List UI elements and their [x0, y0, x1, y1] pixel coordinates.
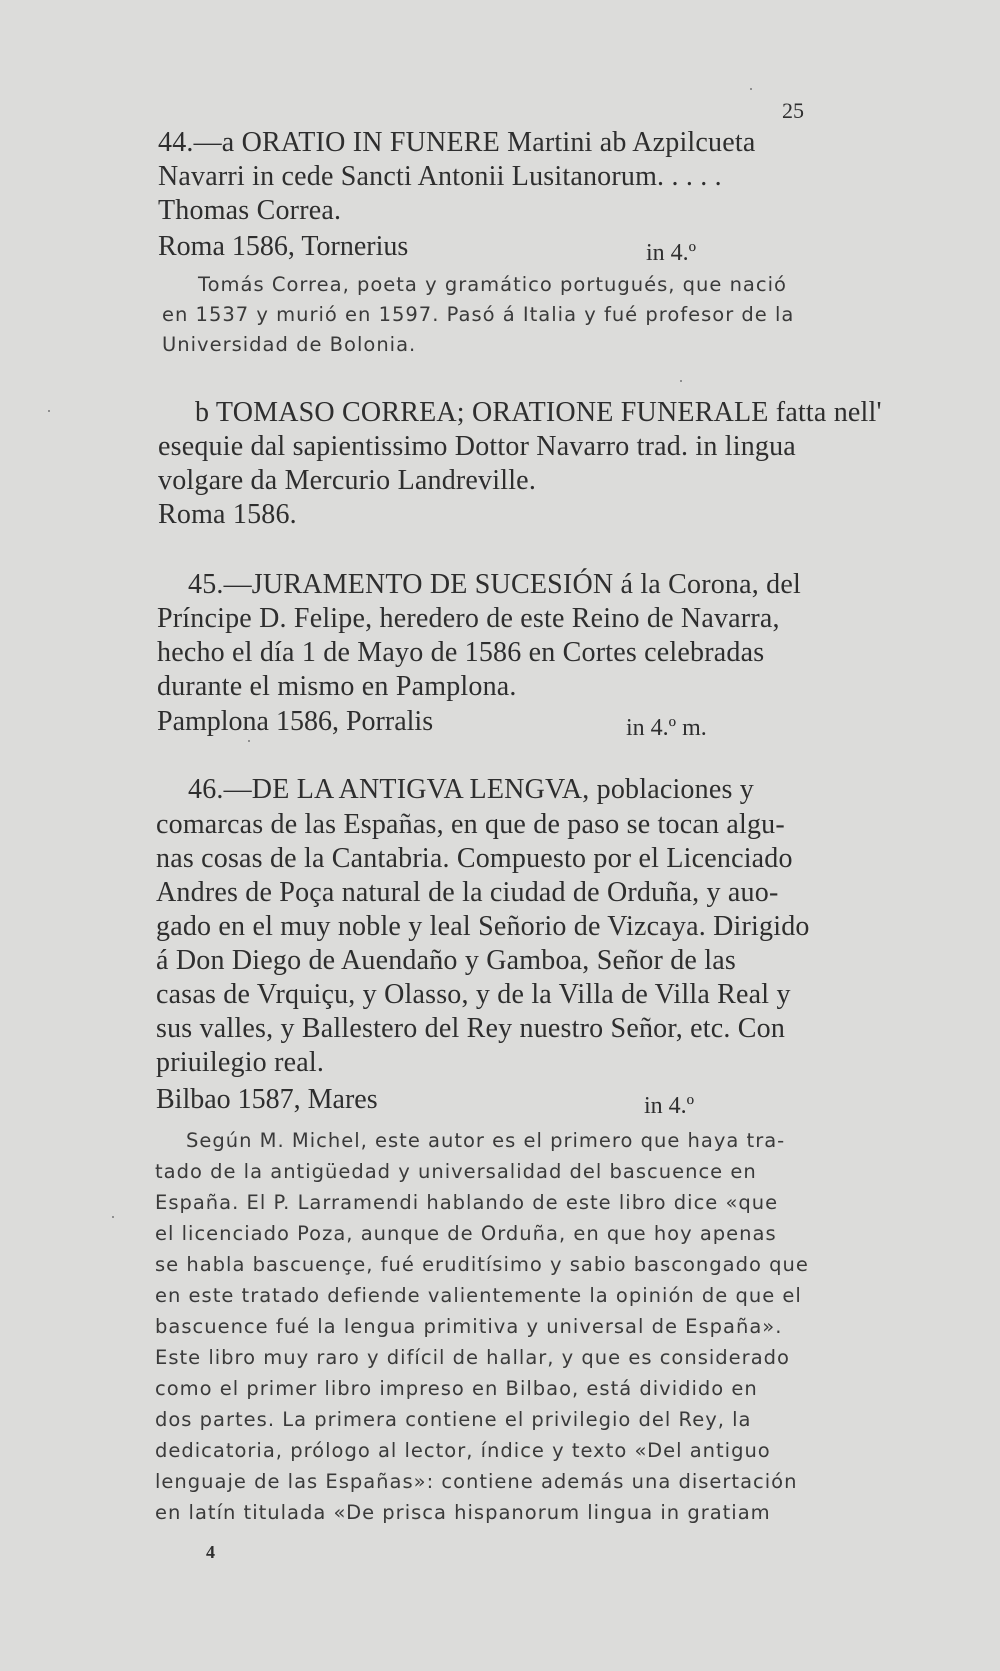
note-line: Este libro muy raro y difícil de hallar, y que es considerado	[155, 1346, 790, 1369]
note-line: España. El P. Larramendi hablando de este libro dice «que	[155, 1191, 779, 1214]
imprint: Bilbao 1587, Mares	[156, 1084, 378, 1115]
scan-speck	[750, 88, 752, 90]
entry-line: Andres de Poça natural de la ciudad de Orduña, y auo-	[156, 877, 779, 908]
scan-speck	[112, 1216, 114, 1218]
format: in 4.º	[646, 240, 697, 266]
scan-speck	[248, 740, 250, 742]
entry-line: casas de Vrquiçu, y Olasso, y de la Villa de Villa Real y	[156, 979, 791, 1010]
note-line: el licenciado Poza, aunque de Orduña, en que hoy apenas	[155, 1222, 777, 1245]
note-line: lenguaje de las Españas»: contiene además una disertación	[155, 1470, 798, 1493]
note-line: Según M. Michel, este autor es el primero que haya tra-	[186, 1129, 786, 1152]
entry-line: gado en el muy noble y leal Señorio de Vizcaya. Dirigido	[156, 911, 810, 942]
note-line: dos partes. La primera contiene el privilegio del Rey, la	[155, 1408, 752, 1431]
entry-heading: b TOMASO CORREA;	[195, 397, 472, 428]
entry-line	[195, 396, 882, 430]
note-line: se habla bascuençe, fué eruditísimo y sabio bascongado que	[155, 1253, 809, 1276]
entry-line: comarcas de las Españas, en que de paso se tocan algu-	[156, 809, 785, 840]
format: in 4.º	[644, 1093, 695, 1119]
entry-line: 44.—a ORATIO IN FUNERE Martini ab Azpilcueta	[158, 127, 756, 158]
imprint: Roma 1586, Tornerius	[158, 231, 409, 262]
note-line: bascuence fué la lengua primitiva y universal de España».	[155, 1315, 783, 1338]
note-line: como el primer libro impreso en Bilbao, está dividido en	[155, 1377, 758, 1400]
entry-line: hecho el día 1 de Mayo de 1586 en Cortes celebradas	[157, 637, 765, 668]
entry-line: 46.—DE LA ANTIGVA LENGVA, poblaciones y	[188, 774, 754, 805]
signature-mark: 4	[206, 1542, 215, 1562]
entry-line: volgare da Mercurio Landreville.	[158, 465, 537, 496]
entry-line: durante el mismo en Pamplona.	[157, 671, 517, 702]
note-line: en este tratado defiende valientemente la opinión de que el	[155, 1284, 802, 1307]
note-line: Universidad de Bolonia.	[162, 333, 417, 356]
entry-line: nas cosas de la Cantabria. Compuesto por el Licenciado	[156, 843, 793, 874]
entry-line: á Don Diego de Auendaño y Gamboa, Señor de las	[156, 945, 736, 976]
note-line: en latín titulada «De prisca hispanorum lingua in gratiam	[155, 1501, 771, 1524]
entry-line: priuilegio real.	[156, 1047, 325, 1078]
note-line: Tomás Correa, poeta y gramático portugués, que nació	[198, 273, 787, 296]
scan-speck	[48, 410, 50, 412]
page-number: 25	[782, 98, 804, 123]
entry-line: sus valles, y Ballestero del Rey nuestro Señor, etc. Con	[156, 1013, 786, 1044]
imprint: Pamplona 1586, Porralis	[157, 706, 434, 737]
scan-speck	[680, 380, 682, 382]
entry-line: Thomas Correa.	[158, 195, 342, 226]
entry-line: esequie dal sapientissimo Dottor Navarro trad. in lingua	[158, 431, 796, 462]
small-caps-title: ORATIONE FUNERALE	[471, 397, 769, 428]
entry-line: Roma 1586.	[158, 499, 297, 530]
entry-line: 45.—JURAMENTO DE SUCESIÓN á la Corona, del	[188, 569, 801, 600]
note-line: tado de la antigüedad y universalidad del bascuence en	[155, 1160, 757, 1183]
note-line: dedicatoria, prólogo al lector, índice y texto «Del antiguo	[155, 1439, 771, 1462]
format: in 4.º m.	[626, 715, 707, 741]
entry-text: fatta nell'	[768, 397, 882, 428]
entry-line: Príncipe D. Felipe, heredero de este Reino de Navarra,	[157, 603, 780, 634]
note-line: en 1537 y murió en 1597. Pasó á Italia y fué profesor de la	[162, 303, 795, 326]
entry-line: Navarri in cede Sancti Antonii Lusitanorum. . . . .	[158, 161, 722, 192]
